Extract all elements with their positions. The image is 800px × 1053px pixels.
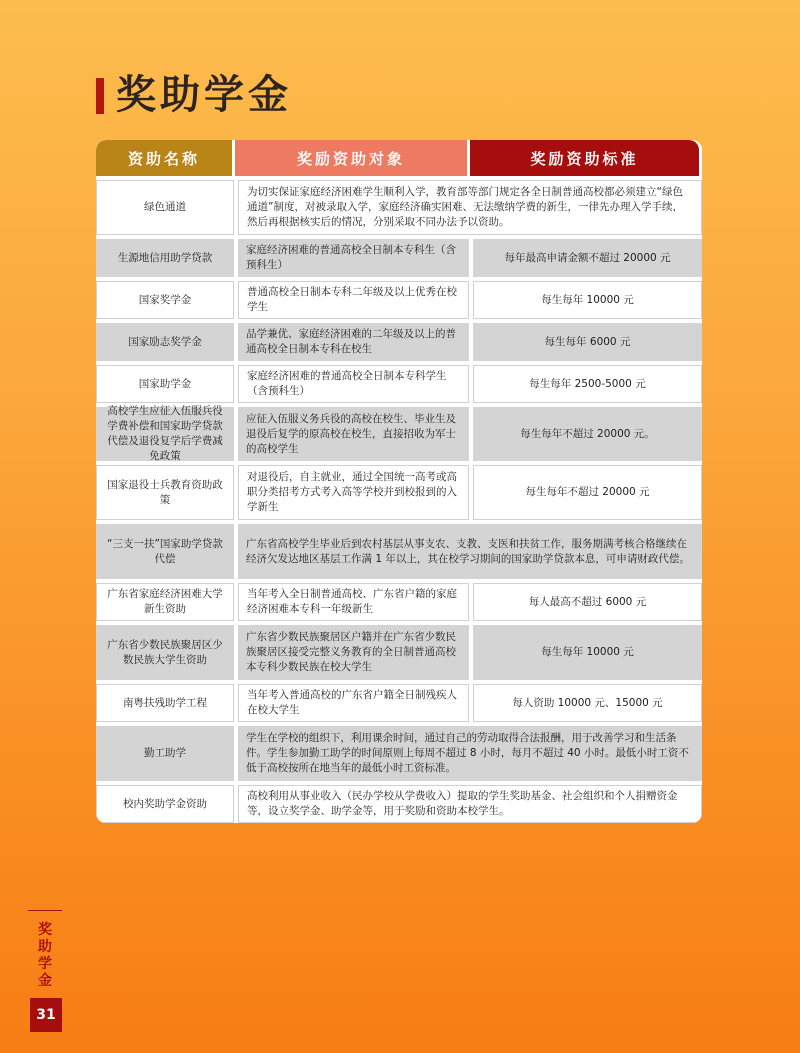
row-target: 应征入伍服义务兵役的高校在校生、毕业生及退役后复学的原高校在校生，直接招收为军士的高校学生 <box>238 407 469 461</box>
header-standard: 奖励资助标准 <box>470 140 699 176</box>
row-name: 广东省家庭经济困难大学新生资助 <box>96 583 234 621</box>
row-target: 家庭经济困难的普通高校全日制本专科学生（含预科生） <box>238 365 469 403</box>
table-row <box>96 785 702 823</box>
table-row <box>96 625 702 680</box>
row-target: 高校利用从事业收入（民办学校从学费收入）提取的学生奖助基金、社会组织和个人捐赠资金等，设立奖学金、助学金等，用于奖励和资助本校学生。 <box>238 785 702 823</box>
row-name: 国家奖学金 <box>96 281 234 319</box>
table-row <box>96 239 702 277</box>
row-target: 家庭经济困难的普通高校全日制本专科生（含预科生） <box>238 239 469 277</box>
table-row <box>96 684 702 722</box>
row-name: 校内奖助学金资助 <box>96 785 234 823</box>
row-target: 广东省少数民族聚居区户籍并在广东省少数民族聚居区接受完整义务教育的全日制普通高校本专科少数民族在校大学生 <box>238 625 469 680</box>
row-name: “三支一扶”国家助学贷款代偿 <box>96 524 234 579</box>
table-row <box>96 726 702 781</box>
table-row <box>96 323 702 361</box>
header-name: 资助名称 <box>96 140 232 176</box>
table-row <box>96 524 702 579</box>
side-divider <box>28 910 62 911</box>
header-target: 奖励资助对象 <box>235 140 467 176</box>
row-standard: 每生每年 10000 元 <box>473 625 702 680</box>
row-target: 当年考入普通高校的广东省户籍全日制残疾人在校大学生 <box>238 684 469 722</box>
table-row <box>96 365 702 403</box>
table-row <box>96 281 702 319</box>
row-target: 为切实保证家庭经济困难学生顺利入学，教育部等部门规定各全日制普通高校都必须建立“绿色通道”制度，对被录取入学，家庭经济确实困难、无法缴纳学费的新生，一律先办理入学手续，然后再根据核实后的情况，分别采取不同办法予以资助。 <box>238 180 702 235</box>
table-row <box>96 465 702 520</box>
row-standard: 每生每年不超过 20000 元。 <box>473 407 702 461</box>
table-header <box>96 140 702 176</box>
row-name: 国家退役士兵教育资助政策 <box>96 465 234 520</box>
row-name: 绿色通道 <box>96 180 234 235</box>
row-target: 当年考入全日制普通高校、广东省户籍的家庭经济困难本专科一年级新生 <box>238 583 469 621</box>
scholarship-table <box>96 140 702 823</box>
table-row <box>96 583 702 621</box>
row-target: 普通高校全日制本专科二年级及以上优秀在校学生 <box>238 281 469 319</box>
table-row <box>96 407 702 461</box>
page-title: 奖助学金 <box>116 72 292 118</box>
row-target: 学生在学校的组织下，利用课余时间，通过自己的劳动取得合法报酬，用于改善学习和生活条件。学生参加勤工助学的时间原则上每周不超过 8 小时，每月不超过 40 小时。最低小时工资不低于高校按所在地当年的最低小时工资标准。 <box>238 726 702 781</box>
row-standard: 每生每年 10000 元 <box>473 281 702 319</box>
row-standard: 每人资助 10000 元、15000 元 <box>473 684 702 722</box>
title-accent-bar <box>96 78 104 114</box>
row-standard: 每生每年不超过 20000 元 <box>473 465 702 520</box>
row-name: 勤工助学 <box>96 726 234 781</box>
row-name: 高校学生应征入伍服兵役学费补偿和国家助学贷款代偿及退役复学后学费减免政策 <box>96 407 234 461</box>
row-standard: 每生每年 6000 元 <box>473 323 702 361</box>
row-standard: 每年最高申请金额不超过 20000 元 <box>473 239 702 277</box>
row-name: 生源地信用助学贷款 <box>96 239 234 277</box>
page-number: 31 <box>30 998 62 1032</box>
row-name: 国家助学金 <box>96 365 234 403</box>
row-name: 南粤扶残助学工程 <box>96 684 234 722</box>
row-name: 国家励志奖学金 <box>96 323 234 361</box>
side-section-label: 奖助学金 <box>38 922 52 989</box>
row-target: 品学兼优、家庭经济困难的二年级及以上的普通高校全日制本专科在校生 <box>238 323 469 361</box>
row-target: 广东省高校学生毕业后到农村基层从事支农、支教、支医和扶贫工作，服务期满考核合格继续在经济欠发达地区基层工作满 1 年以上，其在校学习期间的国家助学贷款本息，可申请财政代偿。 <box>238 524 702 579</box>
row-standard: 每生每年 2500-5000 元 <box>473 365 702 403</box>
row-target: 对退役后，自主就业，通过全国统一高考或高职分类招考方式考入高等学校并到校报到的入学新生 <box>238 465 469 520</box>
row-name: 广东省少数民族聚居区少数民族大学生资助 <box>96 625 234 680</box>
table-row <box>96 180 702 235</box>
row-standard: 每人最高不超过 6000 元 <box>473 583 702 621</box>
